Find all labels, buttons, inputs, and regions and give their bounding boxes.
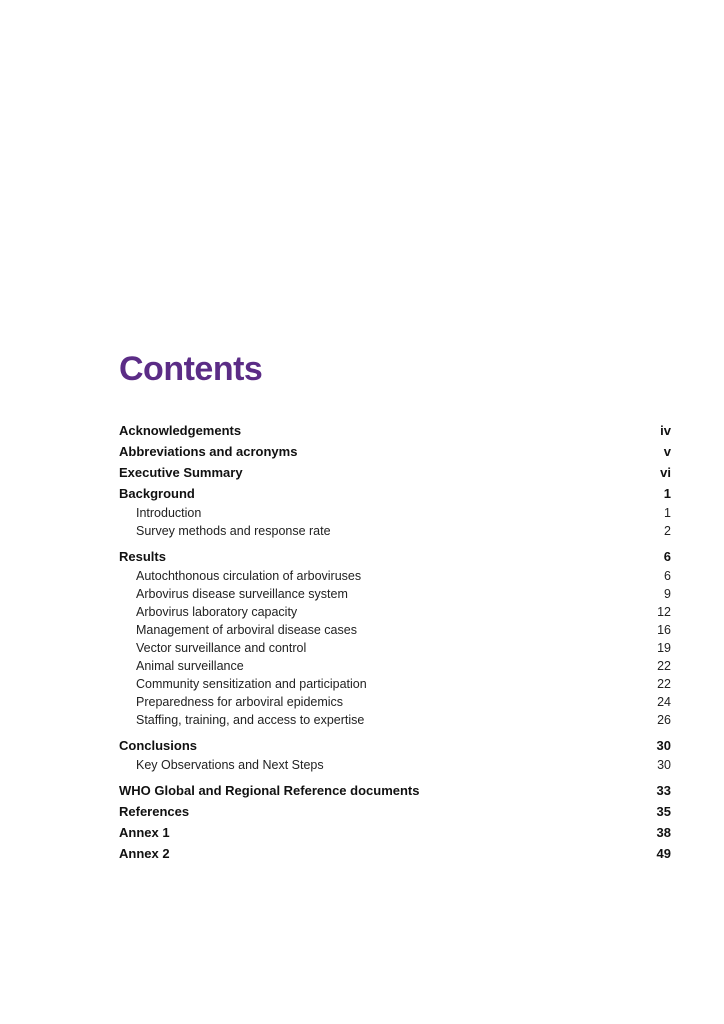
page-title: Contents <box>119 350 263 388</box>
toc-entry-page: 35 <box>656 804 671 819</box>
toc-entry-page: iv <box>660 423 671 438</box>
toc-entry-conclusions[interactable] <box>119 735 671 756</box>
toc-entry-background[interactable] <box>119 483 671 504</box>
toc-entry-label: Annex 1 <box>119 825 170 840</box>
toc-entry-page: 12 <box>657 605 671 619</box>
toc-entry-page: 22 <box>657 659 671 673</box>
toc-subentry-case-management[interactable] <box>119 621 671 639</box>
toc-entry-page: vi <box>660 465 671 480</box>
toc-entry-label: Autochthonous circulation of arboviruses <box>136 569 362 583</box>
toc-entry-page: 16 <box>657 623 671 637</box>
toc-entry-label: Survey methods and response rate <box>136 524 331 538</box>
toc-entry-label: References <box>119 804 190 819</box>
toc-subentry-vector-surveillance[interactable] <box>119 639 671 657</box>
toc-entry-references[interactable] <box>119 801 671 822</box>
toc-entry-label: Acknowledgements <box>119 423 242 438</box>
toc-entry-page: 2 <box>664 524 671 538</box>
toc-entry-label: Introduction <box>136 506 202 520</box>
toc-subentry-autochthonous-circulation[interactable] <box>119 567 671 585</box>
toc-entry-page: 26 <box>657 713 671 727</box>
toc-subentry-preparedness[interactable] <box>119 693 671 711</box>
toc-entry-page: 24 <box>657 695 671 709</box>
table-of-contents <box>119 420 671 864</box>
toc-subentry-introduction[interactable] <box>119 504 671 522</box>
toc-entry-label: Management of arboviral disease cases <box>136 623 357 637</box>
toc-entry-page: 9 <box>664 587 671 601</box>
toc-subentry-surveillance-system[interactable] <box>119 585 671 603</box>
toc-entry-annex-1[interactable] <box>119 822 671 843</box>
toc-entry-page: 30 <box>656 738 671 753</box>
toc-entry-label: Arbovirus disease surveillance system <box>136 587 348 601</box>
toc-subentry-staffing-training[interactable] <box>119 711 671 729</box>
toc-entry-label: Staffing, training, and access to expertise <box>136 713 365 727</box>
toc-entry-page: 22 <box>657 677 671 691</box>
toc-entry-label: Annex 2 <box>119 846 170 861</box>
toc-entry-executive-summary[interactable] <box>119 462 671 483</box>
toc-subentry-survey-methods[interactable] <box>119 522 671 540</box>
toc-entry-label: Abbreviations and acronyms <box>119 444 298 459</box>
toc-entry-page: 38 <box>656 825 671 840</box>
toc-entry-label: WHO Global and Regional Reference documents <box>119 783 420 798</box>
toc-entry-label: Background <box>119 486 195 501</box>
toc-entry-label: Community sensitization and participation <box>136 677 367 691</box>
toc-entry-acknowledgements[interactable] <box>119 420 671 441</box>
toc-entry-label: Conclusions <box>119 738 198 753</box>
toc-entry-results[interactable] <box>119 546 671 567</box>
toc-entry-page: 19 <box>657 641 671 655</box>
toc-entry-page: v <box>663 444 671 459</box>
toc-entry-annex-2[interactable] <box>119 843 671 864</box>
toc-entry-label: Preparedness for arboviral epidemics <box>136 695 344 709</box>
toc-entry-label: Animal surveillance <box>136 659 244 673</box>
toc-entry-label: Key Observations and Next Steps <box>136 758 324 772</box>
toc-entry-page: 33 <box>656 783 671 798</box>
toc-entry-page: 30 <box>657 758 671 772</box>
toc-entry-label: Arbovirus laboratory capacity <box>136 605 298 619</box>
toc-subentry-key-observations[interactable] <box>119 756 671 774</box>
toc-subentry-animal-surveillance[interactable] <box>119 657 671 675</box>
toc-entry-label: Executive Summary <box>119 465 243 480</box>
toc-subentry-laboratory-capacity[interactable] <box>119 603 671 621</box>
toc-subentry-community-sensitization[interactable] <box>119 675 671 693</box>
toc-entry-page: 49 <box>656 846 671 861</box>
toc-entry-label: Vector surveillance and control <box>136 641 307 655</box>
toc-entry-label: Results <box>119 549 166 564</box>
toc-entry-page: 6 <box>663 549 671 564</box>
toc-entry-page: 6 <box>664 569 671 583</box>
toc-entry-page: 1 <box>663 486 671 501</box>
toc-entry-page: 1 <box>664 506 671 520</box>
toc-entry-abbreviations[interactable] <box>119 441 671 462</box>
toc-entry-who-documents[interactable] <box>119 780 671 801</box>
